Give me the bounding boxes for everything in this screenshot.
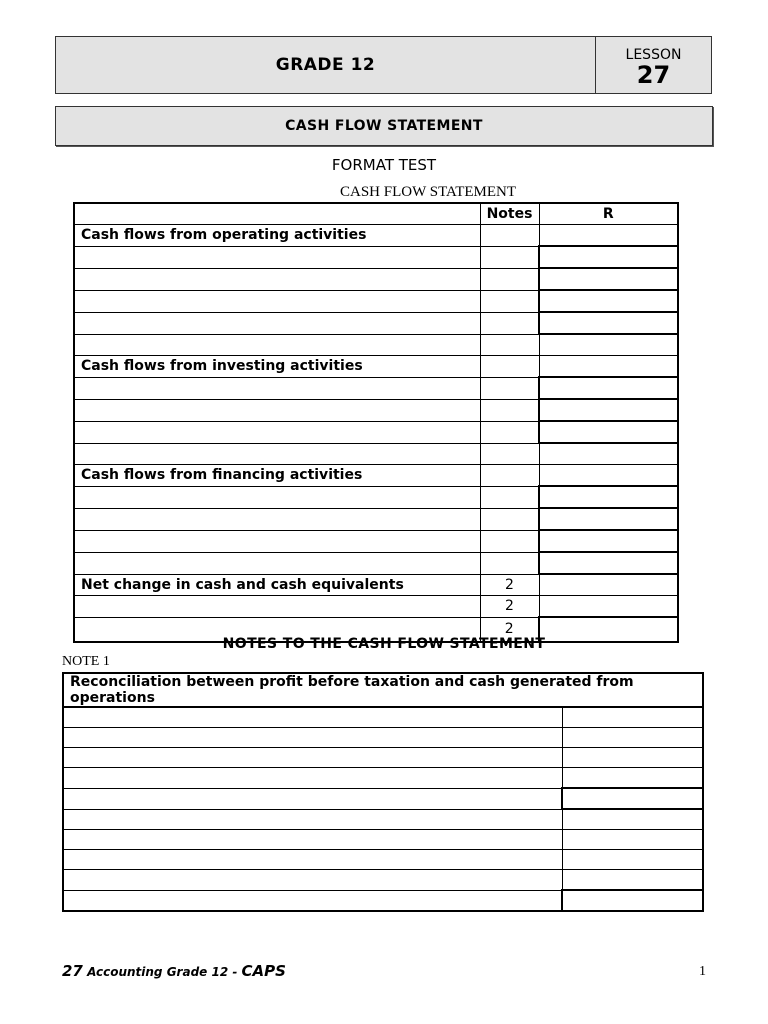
table-cell[interactable] [480,508,539,530]
r-column-header: R [539,203,678,225]
table-cell[interactable] [74,421,480,443]
table-row [63,890,703,911]
table-cell[interactable] [63,728,562,748]
table-cell[interactable] [480,334,539,356]
table-row [74,443,678,465]
table-row [74,508,678,530]
amount-cell[interactable] [539,508,678,530]
table-row [74,486,678,508]
operating-heading: Cash flows from operating activities [74,225,480,247]
table-cell[interactable] [63,809,562,830]
table-cell[interactable] [480,552,539,574]
table-cell[interactable] [74,530,480,552]
table-row [74,312,678,334]
table-row [74,246,678,268]
table-cell[interactable] [74,268,480,290]
note-reference: 2 [480,596,539,618]
table-cell[interactable] [74,596,480,618]
table-cell[interactable] [63,870,562,891]
table-row [74,203,678,225]
footer-text [62,962,286,980]
page-title: CASH FLOW STATEMENT [55,106,713,146]
table-row [74,552,678,574]
amount-cell[interactable] [539,377,678,399]
amount-cell[interactable] [562,890,703,911]
table-cell[interactable] [539,443,678,465]
table-cell[interactable] [74,486,480,508]
amount-cell[interactable] [539,268,678,290]
amount-cell[interactable] [562,850,703,870]
table-row [63,728,703,748]
notes-column-header: Notes [480,203,539,225]
table-row [74,225,678,247]
table-cell[interactable] [480,399,539,421]
table-cell[interactable] [480,421,539,443]
table-row [74,596,678,618]
net-change-heading: Net change in cash and cash equivalents [74,574,480,596]
amount-cell[interactable] [562,748,703,768]
reconciliation-table [62,672,704,912]
note-1-label: NOTE 1 [62,654,110,669]
table-cell [480,356,539,378]
table-cell[interactable] [74,290,480,312]
table-cell[interactable] [74,377,480,399]
table-cell[interactable] [63,707,562,728]
table-row [74,290,678,312]
amount-cell[interactable] [539,486,678,508]
table-row [63,870,703,891]
table-row [63,788,703,809]
table-cell [539,225,678,247]
amount-cell[interactable] [539,596,678,618]
amount-cell[interactable] [539,246,678,268]
table-cell[interactable] [63,850,562,870]
note-reference: 2 [480,574,539,596]
table-row [63,748,703,768]
table-cell[interactable] [74,552,480,574]
table-cell[interactable] [74,334,480,356]
table-cell[interactable] [480,246,539,268]
footer-subject: Accounting Grade 12 - [87,965,242,979]
financing-heading: Cash flows from financing activities [74,465,480,487]
table-row [74,574,678,596]
table-cell [480,225,539,247]
reconciliation-heading: Reconciliation between profit before taxation and cash generated from operations [63,673,703,707]
table-row [74,465,678,487]
table-cell[interactable] [74,508,480,530]
table-cell [480,465,539,487]
lesson-box [596,37,711,93]
table-cell[interactable] [480,268,539,290]
table-cell[interactable] [74,312,480,334]
amount-cell[interactable] [539,552,678,574]
table-row [63,850,703,870]
table-cell[interactable] [63,890,562,911]
table-cell[interactable] [480,486,539,508]
table-cell [74,203,480,225]
table-row [63,673,703,707]
table-row [74,268,678,290]
amount-cell[interactable] [539,290,678,312]
amount-cell[interactable] [562,788,703,809]
table-cell[interactable] [480,377,539,399]
footer-caps: CAPS [241,962,286,980]
amount-cell[interactable] [539,574,678,596]
amount-cell[interactable] [562,830,703,850]
amount-cell[interactable] [562,768,703,789]
note-reference: 2 [480,617,539,642]
page-number: 1 [699,964,706,979]
table-cell[interactable] [74,399,480,421]
table-cell[interactable] [63,748,562,768]
table-row [74,334,678,356]
table-cell[interactable] [63,830,562,850]
amount-cell[interactable] [562,870,703,891]
cfs-caption: CASH FLOW STATEMENT [339,184,517,200]
table-row [74,377,678,399]
table-cell[interactable] [539,334,678,356]
lesson-number: 27 [636,61,671,89]
table-row [63,809,703,830]
table-cell[interactable] [63,768,562,789]
grade-title: GRADE 12 [56,37,596,93]
table-cell[interactable] [74,443,480,465]
table-cell [539,356,678,378]
lesson-label: LESSON [625,47,682,63]
table-row [74,530,678,552]
table-cell[interactable] [480,443,539,465]
amount-cell[interactable] [539,399,678,421]
footer-lesson-number: 27 [62,962,83,980]
table-cell[interactable] [480,312,539,334]
table-cell[interactable] [63,788,562,809]
table-row [74,421,678,443]
table-row [63,830,703,850]
table-cell [539,465,678,487]
amount-cell[interactable] [562,728,703,748]
lesson-header [55,36,712,94]
table-cell[interactable] [74,246,480,268]
investing-heading: Cash flows from investing activities [74,356,480,378]
table-row [63,707,703,728]
cash-flow-table [73,202,679,643]
table-row [74,356,678,378]
amount-cell[interactable] [539,312,678,334]
amount-cell[interactable] [539,421,678,443]
amount-cell[interactable] [562,707,703,728]
amount-cell[interactable] [539,530,678,552]
notes-title: NOTES TO THE CASH FLOW STATEMENT [222,636,546,652]
table-cell[interactable] [480,530,539,552]
amount-cell[interactable] [562,809,703,830]
format-test-label: FORMAT TEST [331,156,437,174]
table-row [74,399,678,421]
table-cell[interactable] [480,290,539,312]
table-row [63,768,703,789]
